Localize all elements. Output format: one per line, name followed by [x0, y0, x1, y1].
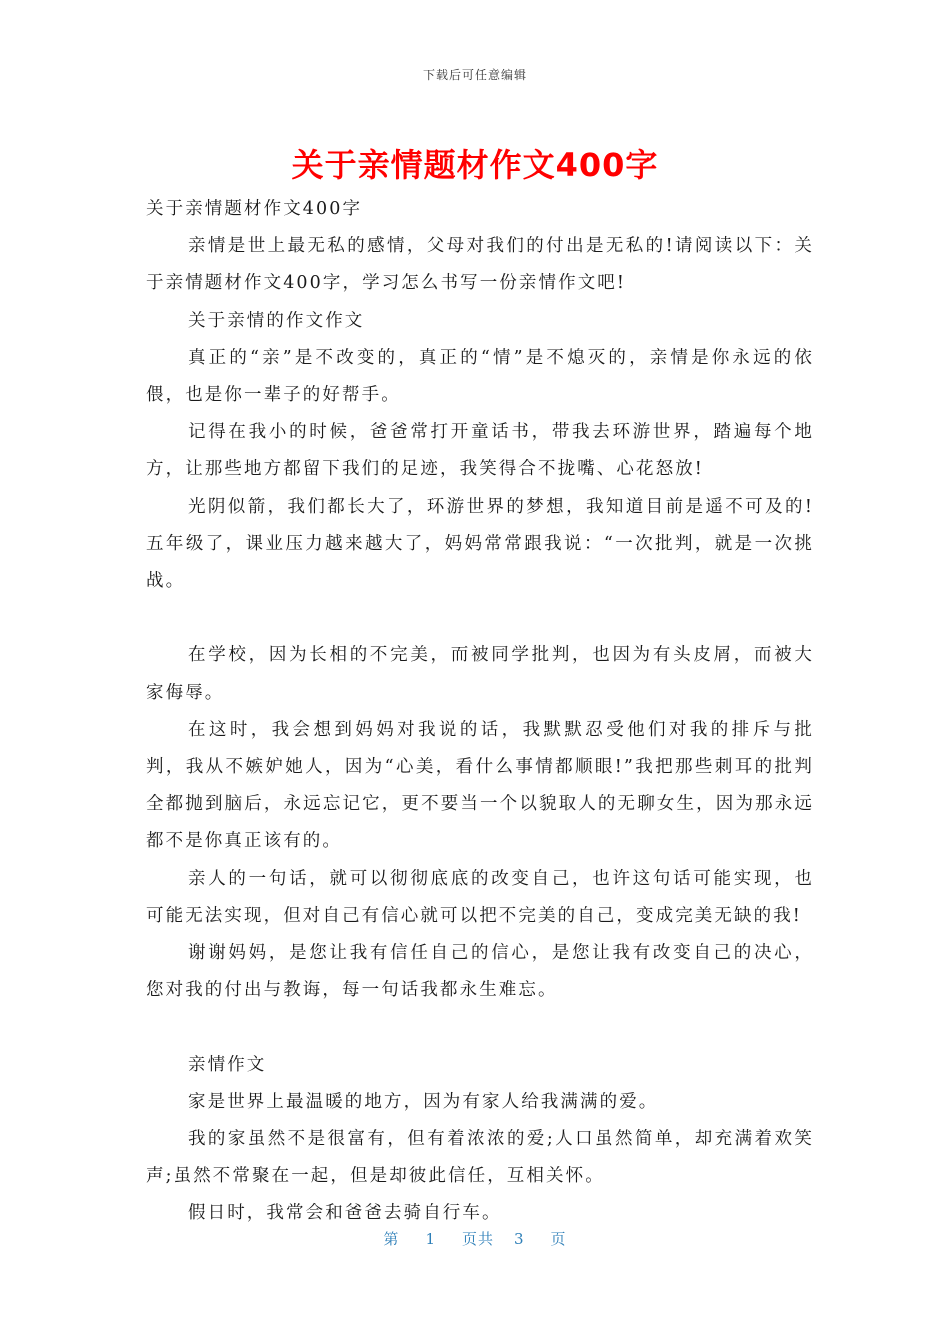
- paragraph-gap: [146, 1009, 814, 1046]
- page-footer: [0, 1228, 950, 1249]
- section-heading: 关于亲情的作文作文: [188, 310, 365, 331]
- paragraph: 在这时，我会想到妈妈对我说的话，我默默忍受他们对我的排斥与批判，我从不嫉妒她人，因为“心美，看什么事情都顺眼!”我把那些刺耳的批判全都抛到脑后，永远忘记它，更不要当一个以貌取人的无聊女生，因为那永远都不是你真正该有的。: [146, 719, 814, 852]
- header-note: 下载后可任意编辑: [422, 68, 527, 82]
- paragraph: 亲情是世上最无私的感情，父母对我们的付出是无私的!请阅读以下：关于亲情题材作文400字，学习怎么书写一份亲情作文吧!: [146, 236, 814, 294]
- footer-label-end: 页: [550, 1230, 567, 1248]
- section-heading: 亲情作文: [188, 1054, 267, 1075]
- footer-total-pages: 3: [514, 1230, 525, 1248]
- paragraph: 家是世界上最温暖的地方，因为有家人给我满满的爱。: [188, 1091, 659, 1112]
- paragraph: 假日时，我常会和爸爸去骑自行车。: [188, 1203, 502, 1224]
- paragraph: 亲人的一句话，就可以彻彻底底的改变自己，也许这句话可能实现，也可能无法实现，但对自己有信心就可以把不完美的自己，变成完美无缺的我!: [146, 868, 814, 926]
- document-body: [146, 191, 814, 1233]
- paragraph-gap: [146, 600, 814, 637]
- document-title: 关于亲情题材作文400字: [291, 146, 659, 184]
- paragraph: 光阴似箭，我们都长大了，环游世界的梦想，我知道目前是遥不可及的!五年级了，课业压力越来越大了，妈妈常常跟我说：“一次批判，就是一次挑战。: [146, 496, 814, 592]
- paragraph: 我的家虽然不是很富有，但有着浓浓的爱;人口虽然简单，却充满着欢笑声;虽然不常聚在一起，但是却彼此信任，互相关怀。: [146, 1129, 814, 1187]
- paragraph: 在学校，因为长相的不完美，而被同学批判，也因为有头皮屑，而被大家侮辱。: [146, 645, 814, 703]
- paragraph: 真正的“亲”是不改变的，真正的“情”是不熄灭的，亲情是你永远的依偎，也是你一辈子的好帮手。: [146, 347, 814, 406]
- footer-label-page: 第: [383, 1230, 400, 1248]
- paragraph: 谢谢妈妈，是您让我有信任自己的信心，是您让我有改变自己的决心，您对我的付出与教诲，每一句话我都永生难忘。: [146, 943, 814, 1001]
- footer-current-page: 1: [425, 1230, 436, 1248]
- paragraph: 记得在我小的时候，爸爸常打开童话书，带我去环游世界，踏遍每个地方，让那些地方都留下我们的足迹，我笑得合不拢嘴、心花怒放!: [146, 422, 814, 480]
- paragraph-subtitle: 关于亲情题材作文400字: [146, 199, 363, 219]
- footer-label-of: 页共: [461, 1230, 494, 1248]
